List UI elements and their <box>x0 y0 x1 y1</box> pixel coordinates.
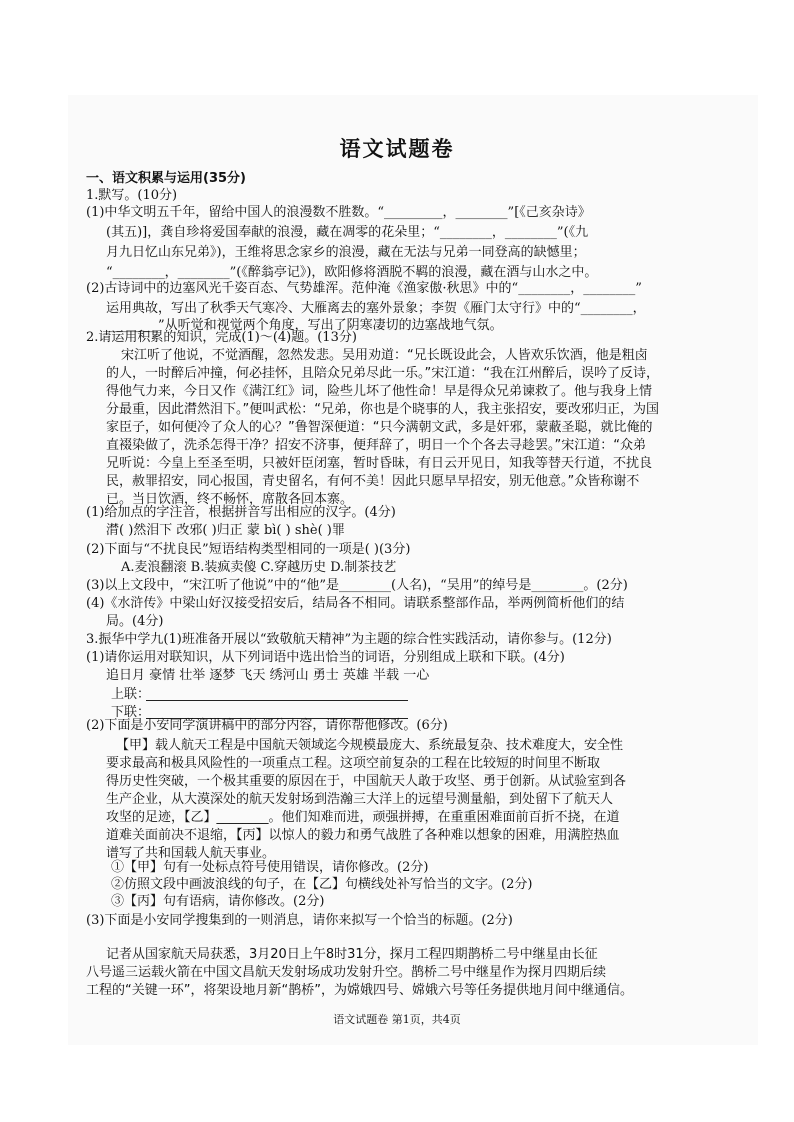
page-title: 语文试题卷 <box>339 137 455 161</box>
speech-line: 攻坚的足迹，【乙】________。他们知难而进，顽强拼搏，在重重困难面前百折不挠，在道 <box>106 810 620 825</box>
news-line: 工程的“关键一环”，将架设地月新“鹊桥”，为嫦娥四号、嫦娥六号等任务提供地月间中继通信。 <box>86 983 633 998</box>
passage-line: 的人，一时醉后冲撞，何必挂怀，且陪众兄弟尽此一乐。”宋江道：“我在江州醉后，误吟了反诗， <box>106 366 659 381</box>
task-3: ③【丙】句有语病，请你修改。(2分) <box>111 894 325 909</box>
q2-sub3: (3)以上文段中，“宋江听了他说”中的“他”是________(人名)，“吴用”的绰号是________。(2分) <box>86 578 628 593</box>
upper-couplet-blank[interactable] <box>146 700 408 701</box>
speech-line: 道难关面前决不退缩，【丙】以惊人的毅力和勇气战胜了各种难以想象的困难，用满腔热血 <box>106 828 620 843</box>
passage-line: 民，赦罪招安，同心报国，青史留名，有何不美！因此只愿早早招安，别无他意。”众皆称谢不 <box>106 474 640 489</box>
passage-line: 得他气力来，今日又作《满江红》词，险些儿坏了他性命！早是得众兄弟谏救了。他与我身上情 <box>106 384 653 399</box>
passage-line: 已。当日饮酒，终不畅怀，席散各回本寨。 <box>106 492 354 507</box>
q1-text: 运用典故，写出了秋季天气寒冷、大雁离去的塞外景象；李贺《雁门太守行》中的“________， <box>106 301 646 316</box>
passage-line: 家臣子，如何便冷了众人的心？”鲁智深便道：“只今满朝文武，多是奸邪，蒙蔽圣聪，就比俺的 <box>106 420 653 435</box>
q3-sub2: (2)下面是小安同学演讲稿中的部分内容，请你帮他修改。(6分) <box>86 718 448 733</box>
speech-line: 【甲】载人航天工程是中国航天领域迄今规模最庞大、系统最复杂、技术难度大，安全性 <box>116 738 624 753</box>
speech-line: 生产企业，从大漠深处的航天发射场到浩瀚三大洋上的远望号测量船，到处留下了航天人 <box>106 792 614 807</box>
q2-pinyin-row: 潸( )然泪下 改邪( )归正 蒙 bì( ) shè( )罪 <box>106 523 345 538</box>
q2-sub2: (2)下面与“不扰良民”短语结构类型相同的一项是( )(3分) <box>86 542 411 557</box>
q2-heading: 2.请运用积累的知识，完成(1)～(4)题。(13分) <box>86 330 357 345</box>
q2-sub4: 局。(4分) <box>106 614 164 629</box>
passage-line: 宋江听了他说，不觉酒醒，忽然发悲。吴用劝道：“兄长既设此会，人皆欢乐饮酒，他是粗卤 <box>121 348 648 363</box>
speech-line: 谱写了共和国载人航天事业。 <box>106 846 276 861</box>
word-list: 追日月 豪情 壮举 逐梦 飞天 绣河山 勇士 英雄 半载 一心 <box>106 668 430 683</box>
q1-text: 月九日忆山东兄弟》)，王维将思念家乡的浪漫，藏在无法与兄弟一同登高的缺憾里； <box>106 245 586 260</box>
q1-text: (1)中华文明五千年，留给中国人的浪漫数不胜数。“_________，________”[《己亥杂诗》 <box>86 205 591 220</box>
q1-text: (2)古诗词中的边塞风光千姿百态、气势雄浑。范仲淹《渔家傲·秋思》中的“________，________” <box>86 281 642 296</box>
section-heading: 一、语文积累与运用(35分) <box>86 171 246 186</box>
passage-line: 分最重，因此潸然泪下。”便叫武松：“兄弟，你也是个晓事的人，我主张招安，要改邪归正，为国 <box>106 402 659 417</box>
q1-text: ________”从听觉和视觉两个角度，写出了阴寒凄切的边塞战地气氛。 <box>106 318 503 333</box>
speech-line: 得历史性突破，一个极其重要的原因在于，中国航天人敢于攻坚、勇于创新。从试验室到各 <box>106 774 627 789</box>
task-2: ②仿照文段中画波浪线的句子，在【乙】句横线处补写恰当的文字。(2分) <box>111 877 533 892</box>
news-line: 八号遥三运载火箭在中国文昌航天发射场成功发射升空。鹊桥二号中继星作为探月四期后续 <box>86 965 607 980</box>
upper-couplet-label: 上联： <box>111 687 151 702</box>
speech-line: 要求最高和极具风险性的一项重点工程。这项空前复杂的工程在比较短的时间里不断取 <box>106 756 601 771</box>
q3-heading: 3.振华中学九(1)班准备开展以“致敬航天精神”为主题的综合性实践活动，请你参与。(12分) <box>86 632 612 647</box>
page-footer: 语文试题卷 第1页，共4页 <box>333 1013 461 1026</box>
q3-sub1: (1)请你运用对联知识，从下列词语中选出恰当的词语，分别组成上联和下联。(4分) <box>86 650 565 665</box>
q2-sub1: (1)给加点的字注音，根据拼音写出相应的汉字。(4分) <box>86 505 396 520</box>
passage-line: 兄听说：今皇上至圣至明，只被奸臣闭塞，暂时昏昧，有日云开见日，知我等替天行道，不扰良 <box>106 456 653 471</box>
passage-line: 直裰染做了，洗杀怎得干净？招安不济事，便拜辞了，明日一个个各去寻趁罢。”宋江道：“众弟 <box>106 438 646 453</box>
q1-heading: 1.默写。(10分) <box>86 188 178 203</box>
q1-text: “________，________”(《醉翁亭记》)，欧阳修将酒脱不羁的浪漫，藏在酒与山水之中。 <box>106 265 598 280</box>
news-line: 记者从国家航天局获悉，3月20日上午8时31分，探月工程四期鹊桥二号中继星由长征 <box>106 947 598 962</box>
q2-options: A.麦浪翻滚 B.装疯卖傻 C.穿越历史 D.制茶技艺 <box>121 560 397 575</box>
q3-sub3: (3)下面是小安同学搜集到的一则消息，请你来拟写一个恰当的标题。(2分) <box>86 913 513 928</box>
task-1: ①【甲】句有一处标点符号使用错误，请你修改。(2分) <box>111 860 429 875</box>
q1-text: (其五)]，龚自珍将爱国奉献的浪漫，藏在凋零的花朵里；“________，________”(《九 <box>106 225 589 240</box>
lower-couplet-label: 下联： <box>111 705 151 720</box>
q2-sub4: (4)《水浒传》中梁山好汉接受招安后，结局各不相同。请联系整部作品，举两例简析他们的结 <box>86 596 625 611</box>
